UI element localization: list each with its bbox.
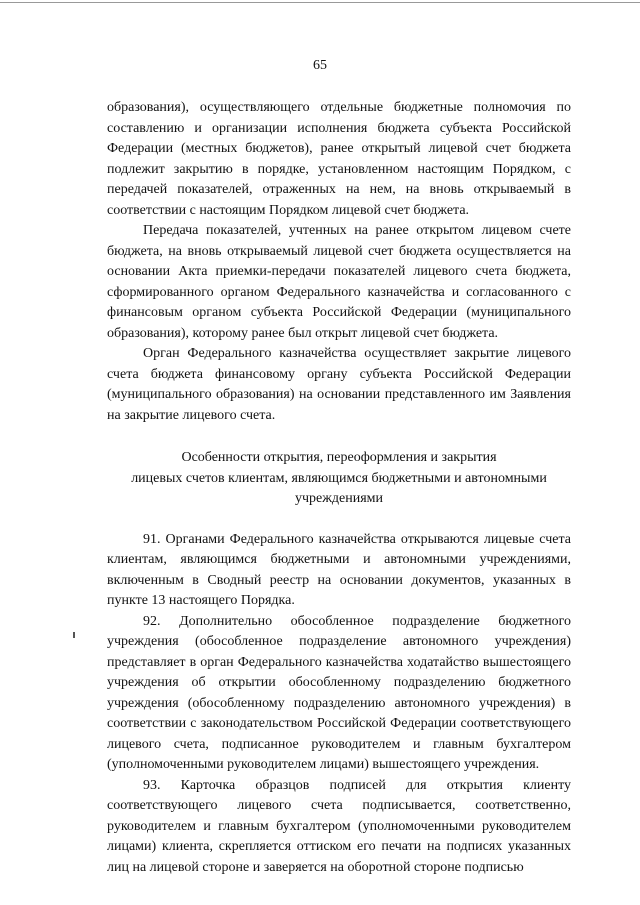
clause-91: 91. Органами Федерального казначейства открываются лицевые счета клиентам, являющимся бюджетными и автономными учреждениями, включенным в Сводный реестр на основании документов, указанных в пункте 13 настоящего Порядка. <box>107 531 571 608</box>
section-heading-line-2: лицевых счетов клиентам, являющимся бюджетными и автономными <box>131 470 547 486</box>
paragraph-continuation: образования), осуществляющего отдельные бюджетные полномочия по составлению и организации исполнения бюджета субъекта Российской Федерации (местных бюджетов), ранее открытый лицевой счет бюджета подлежит закрытию в порядке, установленном настоящим Порядком, с передачей показателей, отраженных на нем, на вновь открываемый в соответствии с настоящим Порядком лицевой счет бюджета. <box>107 100 571 218</box>
section-heading <box>107 448 571 510</box>
top-scan-border <box>0 2 640 3</box>
document-body <box>107 98 571 878</box>
section-heading-line-1: Особенности открытия, переоформления и закрытия <box>181 450 497 465</box>
clause-93: 93. Карточка образцов подписей для открытия клиенту соответствующего лицевого счета подписывается, соответственно, руководителем и главным бухгалтером (уполномоченными руководителем лицами) клиента, скрепляется оттиском его печати на подписях указанных лиц на лицевой стороне и заверяется на оборотной стороне подписью <box>107 777 571 875</box>
section-heading-line-3: учреждениями <box>294 491 384 506</box>
paragraph-transfer-indicators: Передача показателей, учтенных на ранее открытом лицевом счете бюджета, на вновь открываемый лицевой счет бюджета осуществляется на основании Акта приемки-передачи показателей лицевого счета бюджета, сформированного органом Федерального казначейства и согласованного с финансовым органом субъекта Российской Федерации (муниципального образования), которому ранее был открыт лицевой счет бюджета. <box>107 223 571 341</box>
margin-mark <box>73 632 75 638</box>
paragraph-account-closing: Орган Федерального казначейства осуществляет закрытие лицевого счета бюджета финансовому органу субъекта Российской Федерации (муниципального образования) на основании представленного им Заявления на закрытие лицевого счета. <box>107 346 571 423</box>
page-number: 65 <box>313 58 327 73</box>
clause-92: 92. Дополнительно обособленное подразделение бюджетного учреждения (обособленное подразделение автономного учреждения) представляет в орган Федерального казначейства ходатайство вышестоящего учреждения об открытии обособленному подразделению бюджетного учреждения (обособленному подразделению автономного учреждения) в соответствии с законодательством Российской Федерации соответствующего лицевого счета, подписанное руководителем и главным бухгалтером (уполномоченными руководителем лицами) вышестоящего учреждения. <box>107 613 571 772</box>
